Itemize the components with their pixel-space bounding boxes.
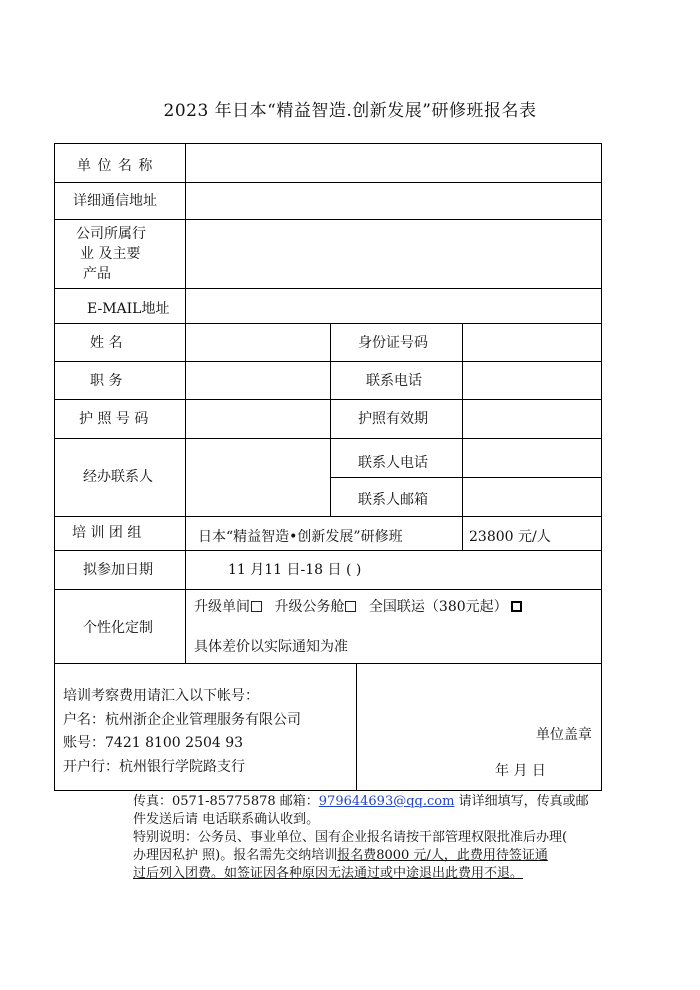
industry-label-line3: 产品 — [83, 266, 111, 282]
contact-person-label: 经办联系人 — [83, 469, 153, 485]
special-note-line2: 办理因私护 照)。报名需先交纳培训报名费8000 元/人，此费用待签证通 — [133, 848, 548, 863]
industry-label-line2: 业 及主要 — [80, 246, 141, 262]
row-divider — [54, 323, 602, 324]
company-seal-area[interactable] — [358, 665, 600, 789]
passport-number-label: 护 照 号 码 — [79, 411, 149, 427]
company-name-field[interactable] — [187, 145, 600, 181]
name-field[interactable] — [187, 325, 329, 360]
row-divider — [54, 399, 602, 400]
contact-email-field[interactable] — [464, 479, 600, 515]
option-domestic-transfer-label: 全国联运（380元起） — [368, 599, 508, 615]
notes-section — [133, 793, 608, 883]
row-divider — [54, 516, 602, 517]
industry-field[interactable] — [187, 221, 600, 287]
training-group-label: 培 训 团 组 — [72, 525, 142, 541]
account-number: 账号：7421 8100 2504 93 — [63, 735, 244, 751]
attend-date-label: 拟参加日期 — [83, 562, 153, 578]
contact-phone-label: 联系人电话 — [358, 455, 428, 471]
company-seal-label: 单位盖章 — [536, 727, 592, 743]
name-label: 姓 名 — [90, 335, 123, 351]
option-domestic-transfer-checkbox[interactable] — [511, 601, 522, 612]
row-divider — [54, 182, 602, 183]
column-divider — [462, 516, 463, 550]
column-divider — [185, 143, 186, 664]
customization-label: 个性化定制 — [83, 620, 153, 636]
row-divider — [54, 438, 602, 439]
industry-label-line1: 公司所属行 — [76, 226, 146, 242]
row-divider — [54, 589, 602, 590]
customization-options — [194, 598, 522, 616]
option-business-class-checkbox[interactable] — [345, 601, 356, 612]
option-single-room-checkbox[interactable] — [251, 601, 262, 612]
training-group-value: 日本“精益智造•创新发展”研修班 — [198, 529, 403, 545]
account-name: 户名：杭州浙企企业管理服务有限公司 — [63, 712, 301, 728]
row-divider — [54, 288, 602, 289]
contact-phone-field[interactable] — [464, 440, 600, 476]
email-field[interactable] — [187, 290, 600, 322]
page-title: 2023 年日本“精益智造.创新发展”研修班报名表 — [163, 101, 537, 121]
customization-note: 具体差价以实际通知为准 — [194, 639, 348, 655]
position-label: 职 务 — [90, 373, 123, 389]
fax-line: 传真：0571-85775878 邮箱：979644693@qq.com 请详细填写，传真或邮 — [133, 794, 589, 809]
column-divider — [462, 323, 463, 516]
contact-email-link[interactable]: 979644693@qq.com — [318, 794, 455, 809]
phone-field[interactable] — [464, 363, 600, 398]
contact-email-label: 联系人邮箱 — [358, 492, 428, 508]
special-note-line1: 特别说明：公务员、事业单位、国有企业报名请按干部管理权限批准后办理( — [133, 830, 568, 845]
address-label: 详细通信地址 — [73, 193, 157, 209]
confirm-line: 件发送后请 电话联系确认收到。 — [133, 812, 320, 827]
email-label: E-MAIL地址 — [87, 301, 170, 317]
passport-expiry-label: 护照有效期 — [358, 411, 428, 427]
phone-label: 联系电话 — [366, 373, 422, 389]
payment-intro: 培训考察费用请汇入以下帐号： — [63, 688, 259, 704]
row-divider — [54, 550, 602, 551]
passport-number-field[interactable] — [187, 401, 329, 437]
address-field[interactable] — [187, 184, 600, 218]
price-value: 23800 元/人 — [469, 529, 551, 545]
bank-name: 开户行：杭州银行学院路支行 — [63, 759, 245, 775]
option-business-class-label: 升级公务舱 — [274, 599, 345, 615]
column-divider — [330, 323, 331, 516]
contact-person-field[interactable] — [187, 440, 329, 515]
row-divider — [54, 219, 602, 220]
attend-date-value: 11 月11 日-18 日 ( ) — [228, 562, 362, 578]
payment-divider — [356, 663, 357, 791]
company-name-label: 单 位 名 称 — [77, 158, 154, 174]
row-divider — [330, 477, 602, 478]
special-note-line3: 过后列入团费。如签证因各种原因无法通过或中途退出此费用不退。 — [133, 866, 524, 881]
seal-date-line: 年 月 日 — [495, 763, 546, 779]
id-number-label: 身份证号码 — [358, 335, 428, 351]
position-field[interactable] — [187, 363, 329, 398]
id-number-field[interactable] — [464, 325, 600, 360]
option-single-room-label: 升级单间 — [194, 599, 250, 615]
passport-expiry-field[interactable] — [464, 401, 600, 437]
row-divider — [54, 361, 602, 362]
